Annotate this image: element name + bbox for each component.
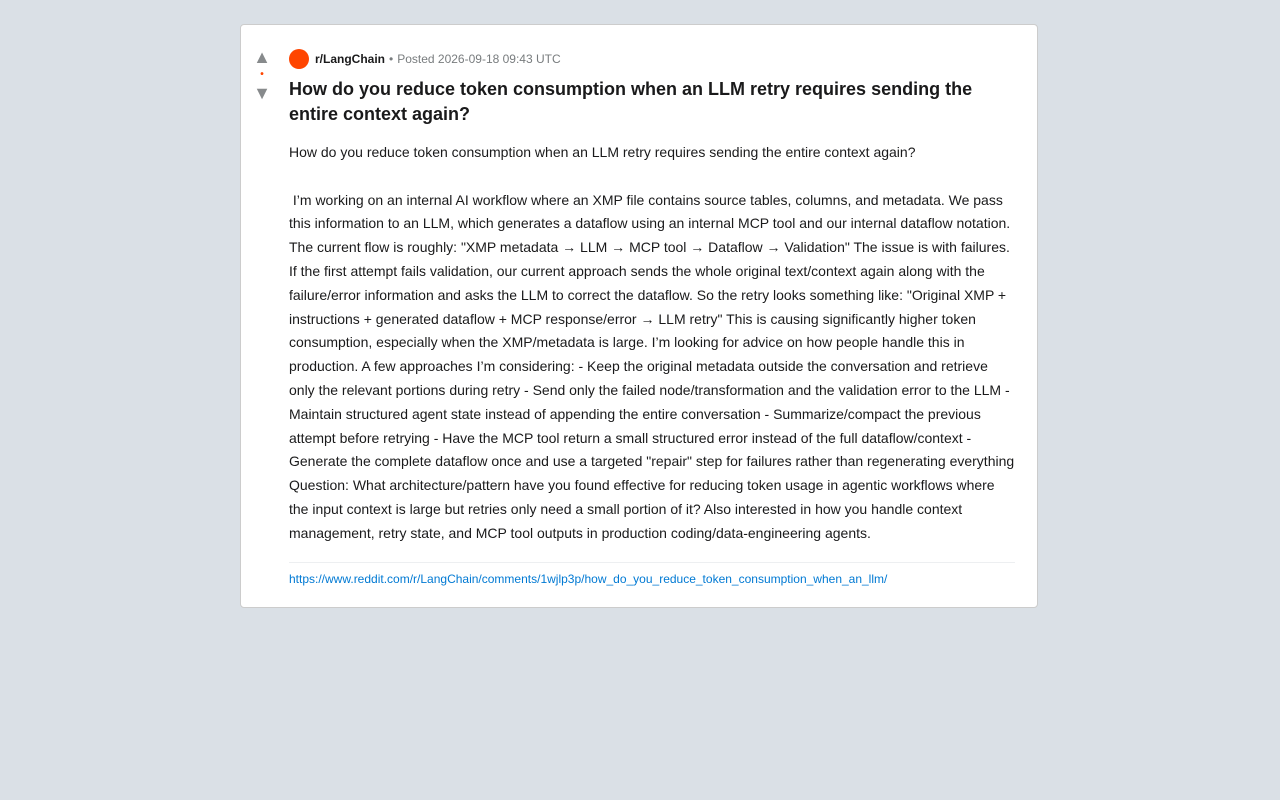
meta-separator: •: [389, 52, 394, 66]
upvote-arrow-icon[interactable]: ▲: [253, 47, 271, 67]
subreddit-avatar-icon[interactable]: [289, 49, 309, 69]
post-permalink[interactable]: https://www.reddit.com/r/LangChain/comments/1wjlp3p/how_do_you_reduce_token_consumption_when_an_llm/: [289, 571, 888, 586]
subreddit-name[interactable]: r/LangChain: [315, 52, 386, 66]
post-meta: [289, 49, 1015, 69]
post-card: [240, 24, 1038, 608]
downvote-arrow-icon[interactable]: ▼: [253, 83, 271, 103]
vote-column: [241, 47, 283, 103]
posted-timestamp: Posted 2026-09-18 09:43 UTC: [397, 52, 561, 66]
post-content: [289, 49, 1015, 586]
vote-score: •: [260, 69, 264, 80]
post-title[interactable]: How do you reduce token consumption when an LLM retry requires sending the entire context again?: [289, 79, 973, 124]
post-body: How do you reduce token consumption when an LLM retry requires sending the entire context again? I’m working on an internal AI workflow where an XMP file contains source tables, columns, and metadata. We pass this information to an LLM, which generates a dataflow using an internal MCP tool and our internal dataflow notation. The current flow is roughly: "XMP metadata → LLM → MCP tool → Dataflow → Validation" The issue is with failures. If the first attempt fails validation, our current approach sends the whole original text/context again along with the failure/error information and asks the LLM to correct the dataflow. So the retry looks something like: "Original XMP + instructions + generated dataflow + MCP response/error → LLM retry" This is causing significantly higher token consumption, especially when the XMP/metadata is large. I’m looking for advice on how people handle this in production. A few approaches I’m considering: - Keep the original metadata outside the conversation and retrieve only the relevant portions during retry - Send only the failed node/transformation and the validation error to the LLM - Maintain structured agent state instead of appending the entire conversation - Summarize/compact the previous attempt before retrying - Have the MCP tool return a small structured error instead of the full dataflow/context - Generate the complete dataflow once and use a targeted "repair" step for failures rather than regenerating everything Question: What architecture/pattern have you found effective for reducing token usage in agentic workflows where the input context is large but retries only need a small portion of it? Also interested in how you handle context management, retry state, and MCP tool outputs in production coding/data-engineering agents.: [289, 144, 1015, 541]
divider: [289, 562, 1015, 563]
